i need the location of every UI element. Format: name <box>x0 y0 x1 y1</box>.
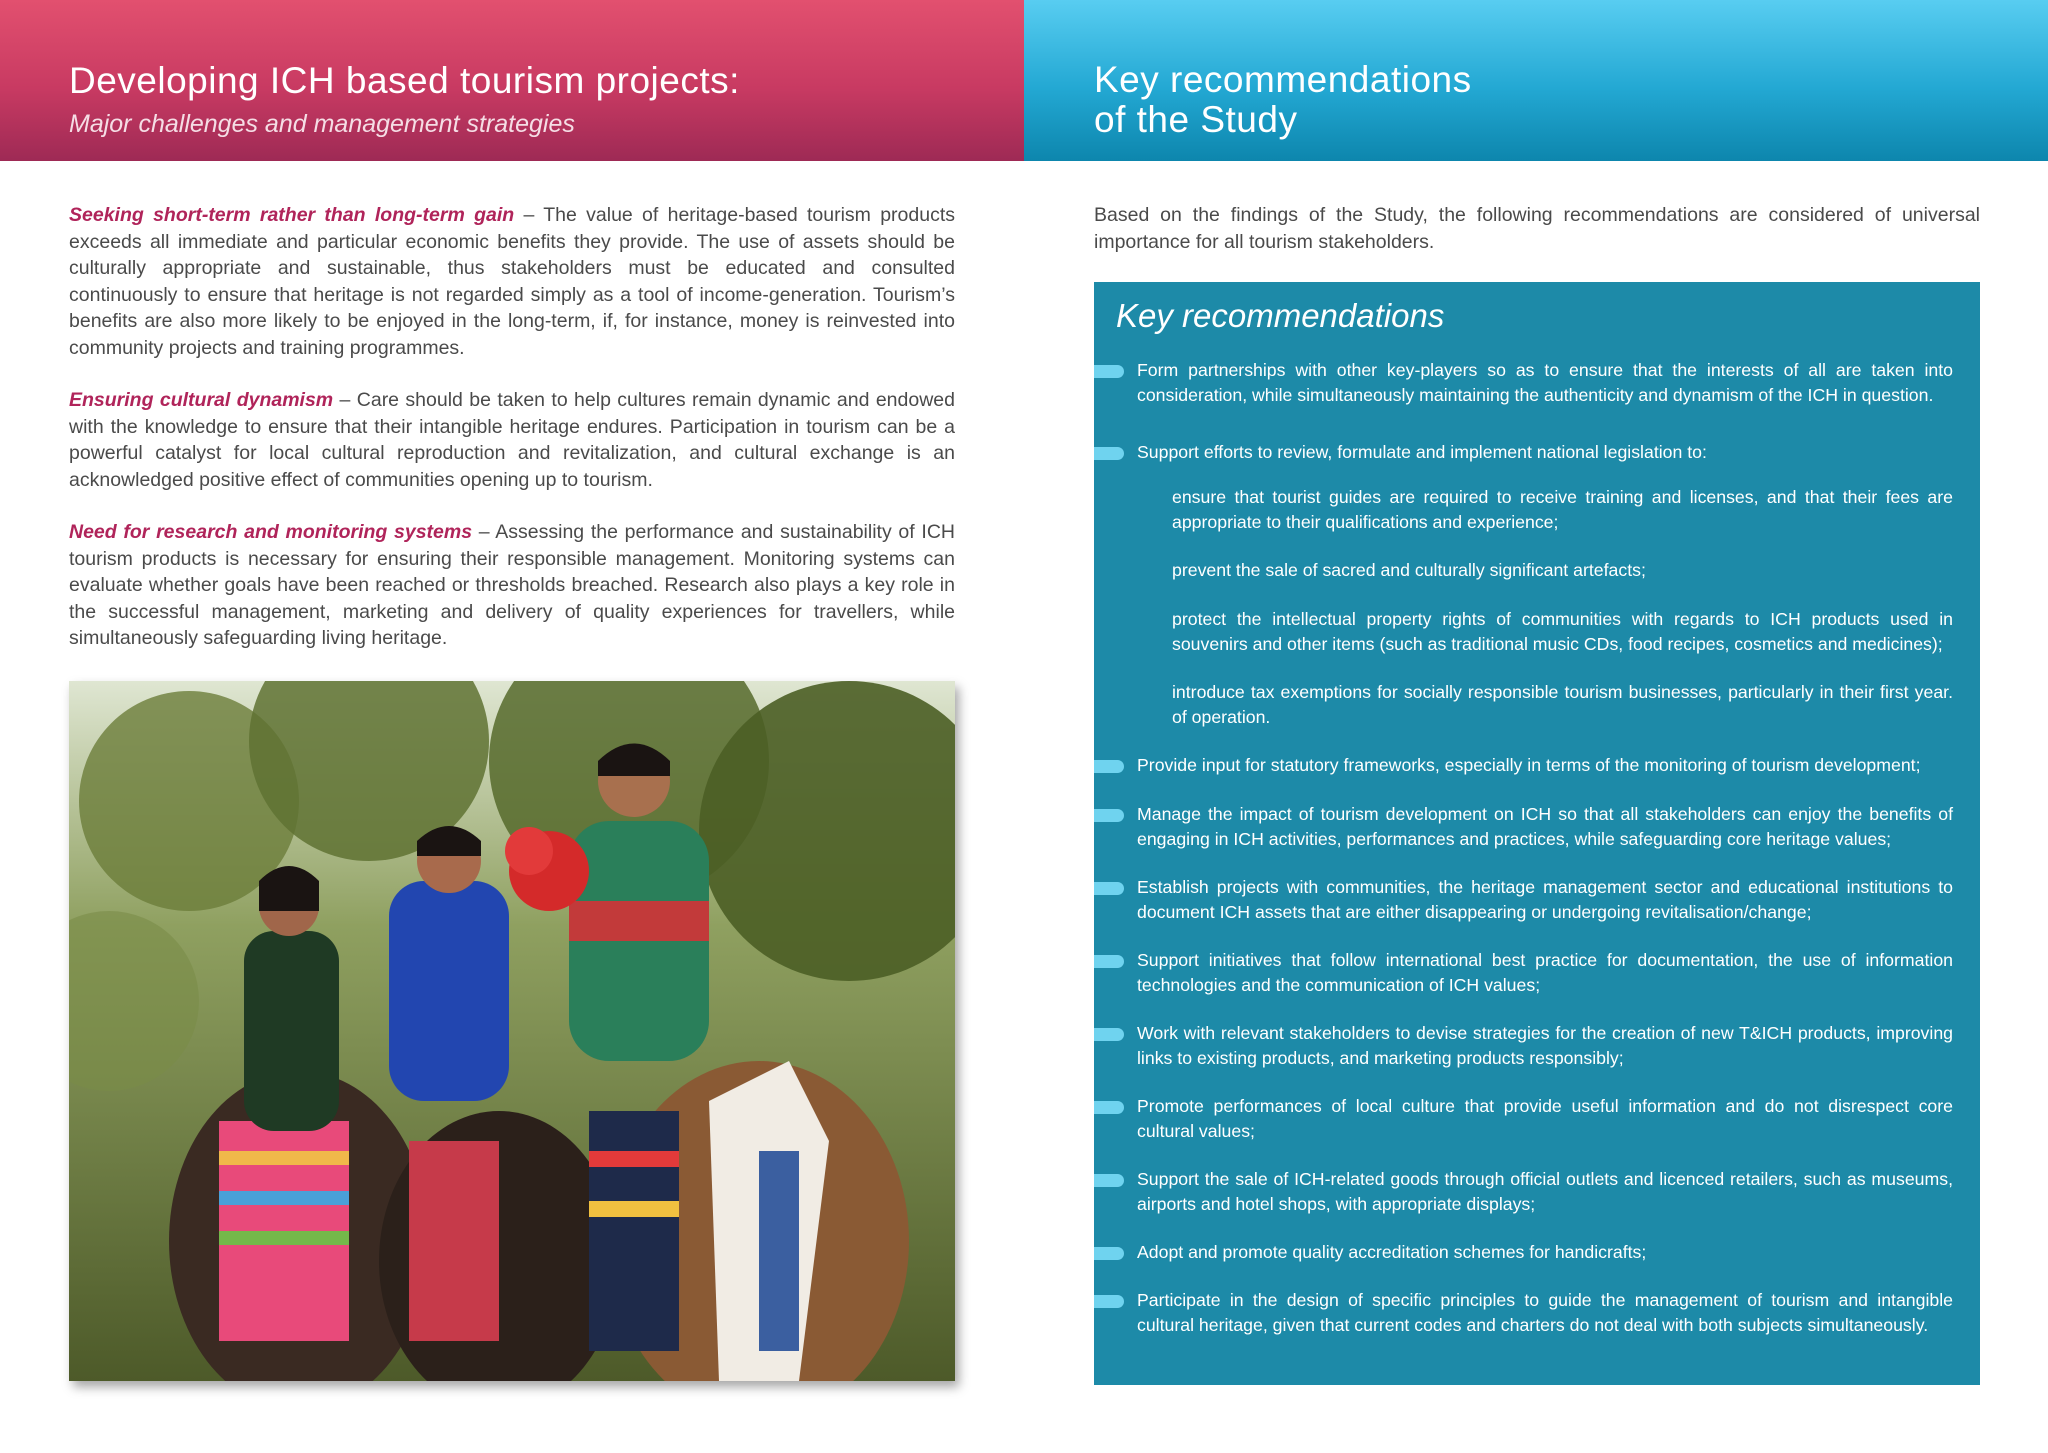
recommendation-text: Adopt and promote quality accreditation schemes for handicrafts; <box>1137 1242 1647 1262</box>
bullet-marker <box>1094 809 1124 822</box>
recommendation-text: Support efforts to review, formulate and implement national legislation to: <box>1137 442 1707 462</box>
left-page-title: Developing ICH based tourism projects: <box>69 60 740 101</box>
section-short-term-gain <box>69 202 955 361</box>
recommendation-text: Support the sale of ICH-related goods through official outlets and licenced retailers, such as museums, airports and hotel shops, with appropriate displays; <box>1137 1169 1953 1214</box>
section-body: – The value of heritage-based tourism products exceeds all immediate and particular economic benefits they provide. The use of assets should be culturally appropriate and sustainable, thus stakeholders must be educated and consulted continuously to ensure that heritage is not regarded simply as a tool of income-generation. Tourism’s benefits are also more likely to be enjoyed in the long-term, if, for instance, money is reinvested into community projects and training programmes. <box>69 204 956 359</box>
key-recommendations-title: Key recommendations <box>1116 297 1445 334</box>
recommendation-text: Establish projects with communities, the heritage management sector and educational institutions to document ICH assets that are either disappearing or undergoing revitalisation/change; <box>1137 877 1953 922</box>
bullet-marker <box>1094 1295 1124 1308</box>
recommendation-text: Promote performances of local culture that provide useful information and do not disrespect core cultural values; <box>1137 1096 1953 1141</box>
bullet-marker <box>1094 955 1124 968</box>
key-recommendations-box <box>1094 282 1980 1385</box>
right-page-title <box>1094 60 1472 140</box>
bullet-marker <box>1094 882 1124 895</box>
bullet-marker <box>1094 1028 1124 1041</box>
recommendation-text: Work with relevant stakeholders to devise strategies for the creation of new T&ICH products, improving links to existing products, and marketing products responsibly; <box>1137 1023 1953 1068</box>
left-header-banner <box>0 0 1024 161</box>
sub-recommendation-item: protect the intellectual property rights of communities with regards to ICH products used in souvenirs and other items (such as traditional music CDs, food recipes, cosmetics and medicines); <box>1172 609 1953 654</box>
right-title-line1: Key recommendations <box>1094 59 1472 100</box>
sub-recommendation-item: introduce tax exemptions for socially responsible tourism businesses, particularly in their first year. of operation. <box>1172 682 1953 727</box>
section-lead: Ensuring cultural dynamism <box>69 389 334 411</box>
riders-photo-illustration <box>69 681 955 1381</box>
section-body: – Care should be taken to help cultures remain dynamic and endowed with the knowledge to ensure that their intangible heritage endures. Participation in tourism can be a powerful catalyst for local cultural reproduction and revitalization, and cultural exchange is an acknowledged positive effect of communities opening up to tourism. <box>69 389 955 491</box>
left-article <box>69 202 955 678</box>
riders-photo <box>69 681 955 1381</box>
recommendations-intro: Based on the findings of the Study, the following recommendations are considered of universal importance for all tourism stakeholders. <box>1094 204 1980 253</box>
section-research-monitoring <box>69 519 955 652</box>
section-lead: Need for research and monitoring systems <box>69 521 473 543</box>
section-lead: Seeking short-term rather than long-term gain <box>69 204 515 226</box>
section-body: – Assessing the performance and sustainability of ICH tourism products is necessary for ensuring their responsible management. Monitoring systems can evaluate whether goals have been reached or thresholds breached. Research also plays a key role in the successful management, marketing and delivery of quality experiences for travellers, while simultaneously safeguarding living heritage. <box>69 521 955 649</box>
bullet-marker <box>1094 1101 1124 1114</box>
bullet-marker <box>1094 447 1124 460</box>
sub-recommendation-item: prevent the sale of sacred and culturally significant artefacts; <box>1172 560 1646 580</box>
bullet-marker <box>1094 1247 1124 1260</box>
bullet-marker <box>1094 365 1124 378</box>
left-page-subtitle: Major challenges and management strategies <box>69 110 575 138</box>
bullet-marker <box>1094 1174 1124 1187</box>
right-title-line2: of the Study <box>1094 99 1298 140</box>
recommendation-text: Form partnerships with other key-players so as to ensure that the interests of all are taken into consideration, while simultaneously maintaining the authenticity and dynamism of the ICH in question. <box>1137 360 1953 405</box>
bullet-marker <box>1094 760 1124 773</box>
recommendation-text: Manage the impact of tourism development on ICH so that all stakeholders can enjoy the benefits of engaging in ICH activities, performances and practices, while safeguarding core heritage values; <box>1137 804 1953 849</box>
sub-recommendation-item: ensure that tourist guides are required to receive training and licenses, and that their fees are appropriate to their qualifications and experience; <box>1172 487 1953 532</box>
recommendation-text: Participate in the design of specific principles to guide the management of tourism and intangible cultural heritage, given that current codes and charters do not deal with both subjects simultaneously. <box>1137 1290 1953 1335</box>
recommendation-text: Provide input for statutory frameworks, especially in terms of the monitoring of tourism development; <box>1137 755 1921 775</box>
section-cultural-dynamism <box>69 387 955 493</box>
recommendation-text: Support initiatives that follow international best practice for documentation, the use of information technologies and the communication of ICH values; <box>1137 950 1953 995</box>
right-header-banner <box>1024 0 2048 161</box>
